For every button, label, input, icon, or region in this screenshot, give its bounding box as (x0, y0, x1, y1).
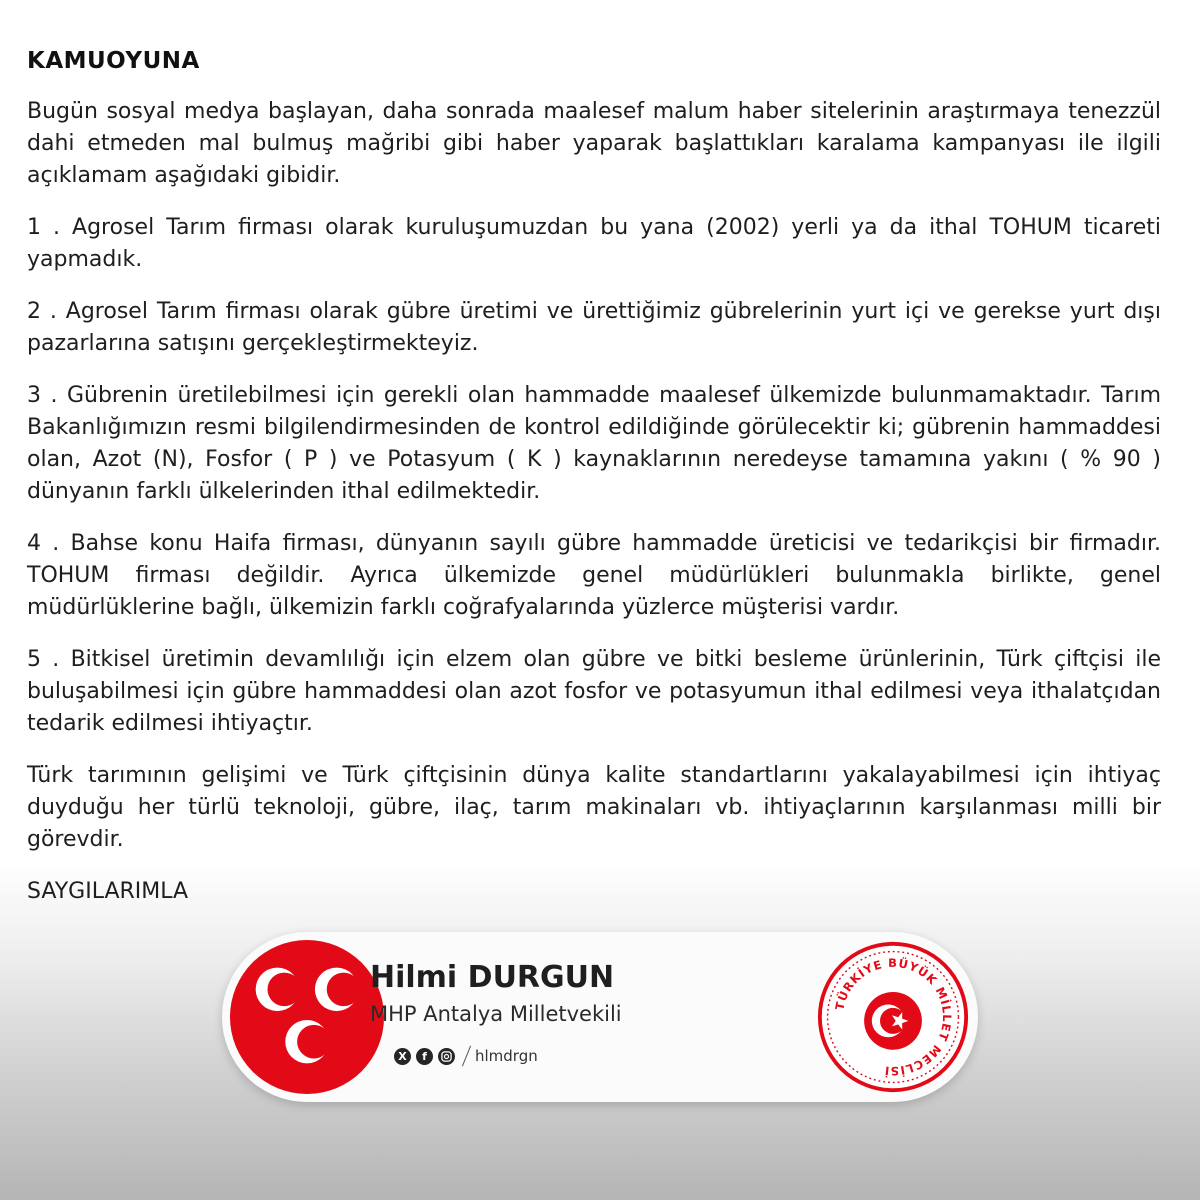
paragraph-item-1: 1 . Agrosel Tarım firması olarak kuruluşumuzdan bu yana (2002) yerli ya da ithal TOHUM ticareti yapmadık. (27, 215, 1161, 272)
social-handle[interactable]: hlmdrgn (475, 1047, 538, 1065)
paragraph-item-4: 4 . Bahse konu Haifa firması, dünyanın sayılı gübre hammadde üreticisi ve tedarikçisi bir firmadır. TOHUM firması değildir. Ayrıca ülkemizde genel müdürlükleri bulunmakla birlikte, genel müdürlüklerine bağlı, ülkemizin farklı coğrafyalarında yüzlerce müşterisi vardır. (27, 531, 1161, 620)
signature-card (222, 932, 978, 1102)
social-links (394, 1045, 538, 1067)
separator (462, 1046, 471, 1067)
paragraph-item-2: 2 . Agrosel Tarım firması olarak gübre üretimi ve ürettiğimiz gübrelerinin yurt içi ve gerekse yurt dışı pazarlarına satışını gerçekleştirmekteyiz. (27, 299, 1161, 356)
seal-text: TÜRKİYE BÜYÜK MİLLET MECLİSİ (832, 955, 955, 1079)
x-icon[interactable]: X (394, 1048, 411, 1065)
paragraph-item-3: 3 . Gübrenin üretilebilmesi için gerekli olan hammadde maalesef ülkemizde bulunmamaktadır. Tarım Bakanlığımızın resmi bilgilendirmesinden de kontrol edildiğinde görülecektir ki; gübrenin hammaddesi olan, Azot (N), Fosfor ( P ) ve Potasyum ( K ) kaynaklarının neredeyse tamamına yakını ( % 90 ) dünyanın farklı ülkelerinden ithal edilmektedir. (27, 383, 1161, 504)
heading: KAMUOYUNA (27, 48, 200, 74)
statement-document (27, 48, 1161, 908)
closing: SAYGILARIMLA (27, 879, 189, 904)
representative-name: Hilmi DURGUN (370, 960, 615, 995)
paragraph-conclusion: Türk tarımının gelişimi ve Türk çiftçisinin dünya kalite standartlarını yakalayabilmesi için ihtiyaç duyduğu her türlü teknoloji, gübre, ilaç, tarım makinaları vb. ihtiyaçlarının karşılanması milli bir görevdir. (27, 763, 1161, 852)
mhp-logo-icon (228, 938, 386, 1096)
facebook-icon[interactable]: f (416, 1048, 433, 1065)
instagram-icon[interactable] (438, 1048, 455, 1065)
paragraph-intro: Bugün sosyal medya başlayan, daha sonrada maalesef malum haber sitelerinin araştırmaya tenezzül dahi etmeden mal bulmuş mağribi gibi haber yaparak başlattıkları karalama kampanyası ile ilgili açıklamam aşağıdaki gibidir. (27, 99, 1161, 188)
representative-title: MHP Antalya Milletvekili (370, 1002, 622, 1026)
paragraph-item-5: 5 . Bitkisel üretimin devamlılığı için elzem olan gübre ve bitki besleme ürünlerinin, Türk çiftçisi ile buluşabilmesi için gübre hammaddesi olan azot fosfor ve potasyumun ithal edilmesi veya ithalatçıdan tedarik edilmesi ihtiyaçtır. (27, 647, 1161, 736)
tbmm-seal-icon (816, 940, 970, 1094)
